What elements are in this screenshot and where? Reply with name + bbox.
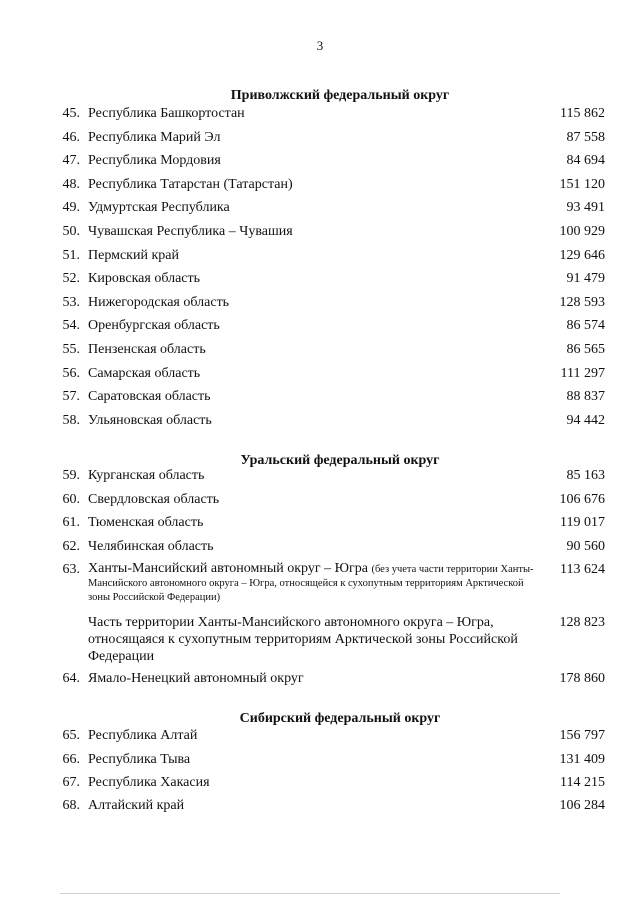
table-row: 63. Ханты-Мансийский автономный округ – Югра (без учета части территории Ханты-Мансийского автономного округа – Югра, относящейся к сухопутным территориям Арктической зоны Российской Федерации) 113 624	[62, 561, 605, 603]
section-title-siberia: Сибирский федеральный округ	[239, 711, 441, 726]
table-row: Часть территории Ханты-Мансийского автономного округа – Югра, относящаяся к сухопутным территориям Арктической зоны Российской Федерации 128 823	[88, 615, 605, 664]
scan-edge-line	[60, 893, 560, 894]
page-number: 3	[316, 38, 324, 53]
row-footnote: (без учета части территории Ханты-Мансийского автономного округа – Югра, относящейся к сухопутным территориям Арктической зоны Российской Федерации)	[88, 564, 534, 603]
section-title-ural: Уральский федеральный округ	[240, 453, 440, 468]
section-title-volga: Приволжский федеральный округ	[230, 88, 450, 103]
